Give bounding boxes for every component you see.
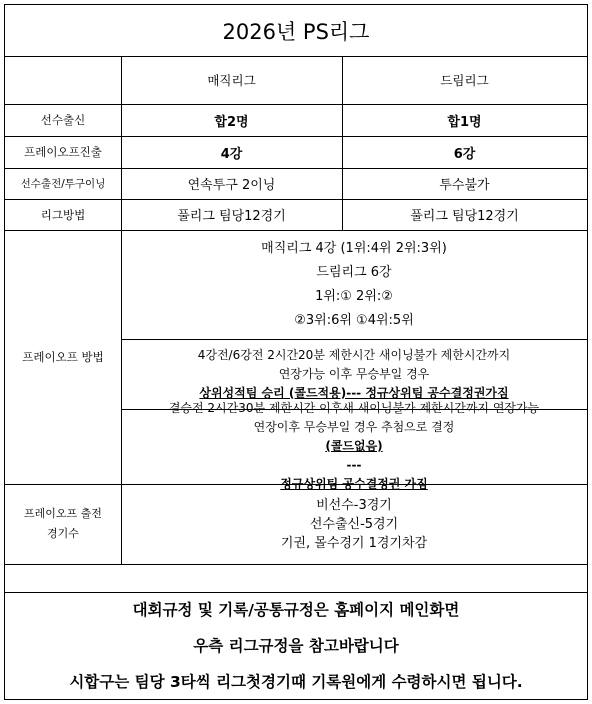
bracket-line-magic: 매직리그 4강 (1위:4위 2위:3위) bbox=[261, 240, 447, 256]
eligibility-value-cell bbox=[121, 484, 587, 564]
row-label-eligibility bbox=[5, 484, 121, 564]
eligibility-forfeit: 기권, 몰수경기 1경기차감 bbox=[280, 535, 428, 551]
page-title: 2026년 PS리그 bbox=[222, 19, 370, 44]
footer-line-balls: 시합구는 팀당 3타씩 리그첫경기때 기록원에게 수령하시면 됩니다. bbox=[69, 672, 523, 691]
blank-row bbox=[5, 564, 587, 592]
league-rules-sheet bbox=[4, 4, 588, 700]
footer-line-reference: 우측 리그규정을 참고바랍니다 bbox=[193, 636, 399, 655]
column-header-dream-league: 드림리그 bbox=[440, 73, 489, 88]
bracket-line-seeds: 1위:① 2위:② bbox=[315, 288, 393, 304]
semifinal-line-2: 연장가능 이후 무승부일 경우 bbox=[278, 366, 430, 381]
eligibility-former-player: 선수출신-5경기 bbox=[309, 516, 399, 532]
row-label-league-method: 리그방법 bbox=[40, 207, 86, 222]
row-label-playoff-method: 프레이오프 방법 bbox=[22, 350, 104, 364]
eligibility-non-player: 비선수-3경기 bbox=[316, 497, 392, 513]
footer-line-rules: 대회규정 및 기록/공통규정은 홈페이지 메인화면 bbox=[132, 600, 460, 619]
dream-players-value: 합1명 bbox=[447, 114, 482, 130]
row-label-players: 선수출신 bbox=[40, 113, 86, 127]
dream-pitcher-rule-value: 투수불가 bbox=[439, 178, 490, 193]
semifinal-line-1: 4강전/6강전 2시간20분 제한시간 새이닝불가 제한시간까지 bbox=[197, 347, 511, 362]
semifinal-decision-rule: 상위성적팀 승리 (콜드적용)--- 정규상위팀 공수결정권가짐 bbox=[199, 385, 509, 400]
magic-pitcher-rule-value: 연속투구 2이닝 bbox=[187, 178, 276, 193]
row-label-playoff-entry: 프레이오프진출 bbox=[24, 145, 102, 159]
final-rule-separator: --- bbox=[342, 458, 366, 472]
magic-players-value: 합2명 bbox=[214, 114, 249, 130]
final-rule-home-choice: 정규상위팀 공수결정권 가짐 bbox=[280, 477, 428, 491]
eligibility-label-line-1: 프레이오프 출전 bbox=[24, 507, 102, 520]
row-label-pitcher-rule: 선수출전/투구이닝 bbox=[20, 178, 106, 190]
eligibility-label-line-2: 경기수 bbox=[47, 527, 79, 540]
bracket-line-dream: 드림리그 6강 bbox=[316, 264, 392, 280]
footer-notes bbox=[5, 592, 587, 699]
bracket-line-matchups: ②3위:6위 ①4위:5위 bbox=[294, 312, 414, 328]
dream-league-method-value: 풀리그 팀당12경기 bbox=[410, 209, 519, 224]
final-line-1: 결승전 2시간30분 제한시간 이후새 새이닝불가 제한시간까지 연장가능 bbox=[168, 401, 540, 415]
dream-playoff-entry-value: 6강 bbox=[453, 146, 476, 162]
playoff-bracket-cell bbox=[121, 230, 587, 339]
final-line-2: 연장이후 무승부일 경우 추첨으로 결정 bbox=[253, 420, 455, 434]
magic-league-method-value: 풀리그 팀당12경기 bbox=[177, 209, 286, 224]
column-header-magic-league: 매직리그 bbox=[207, 73, 256, 88]
final-rule-cell bbox=[121, 401, 587, 491]
final-rule-no-mercy: (콜드없음) bbox=[325, 439, 383, 453]
magic-playoff-entry-value: 4강 bbox=[220, 146, 243, 162]
